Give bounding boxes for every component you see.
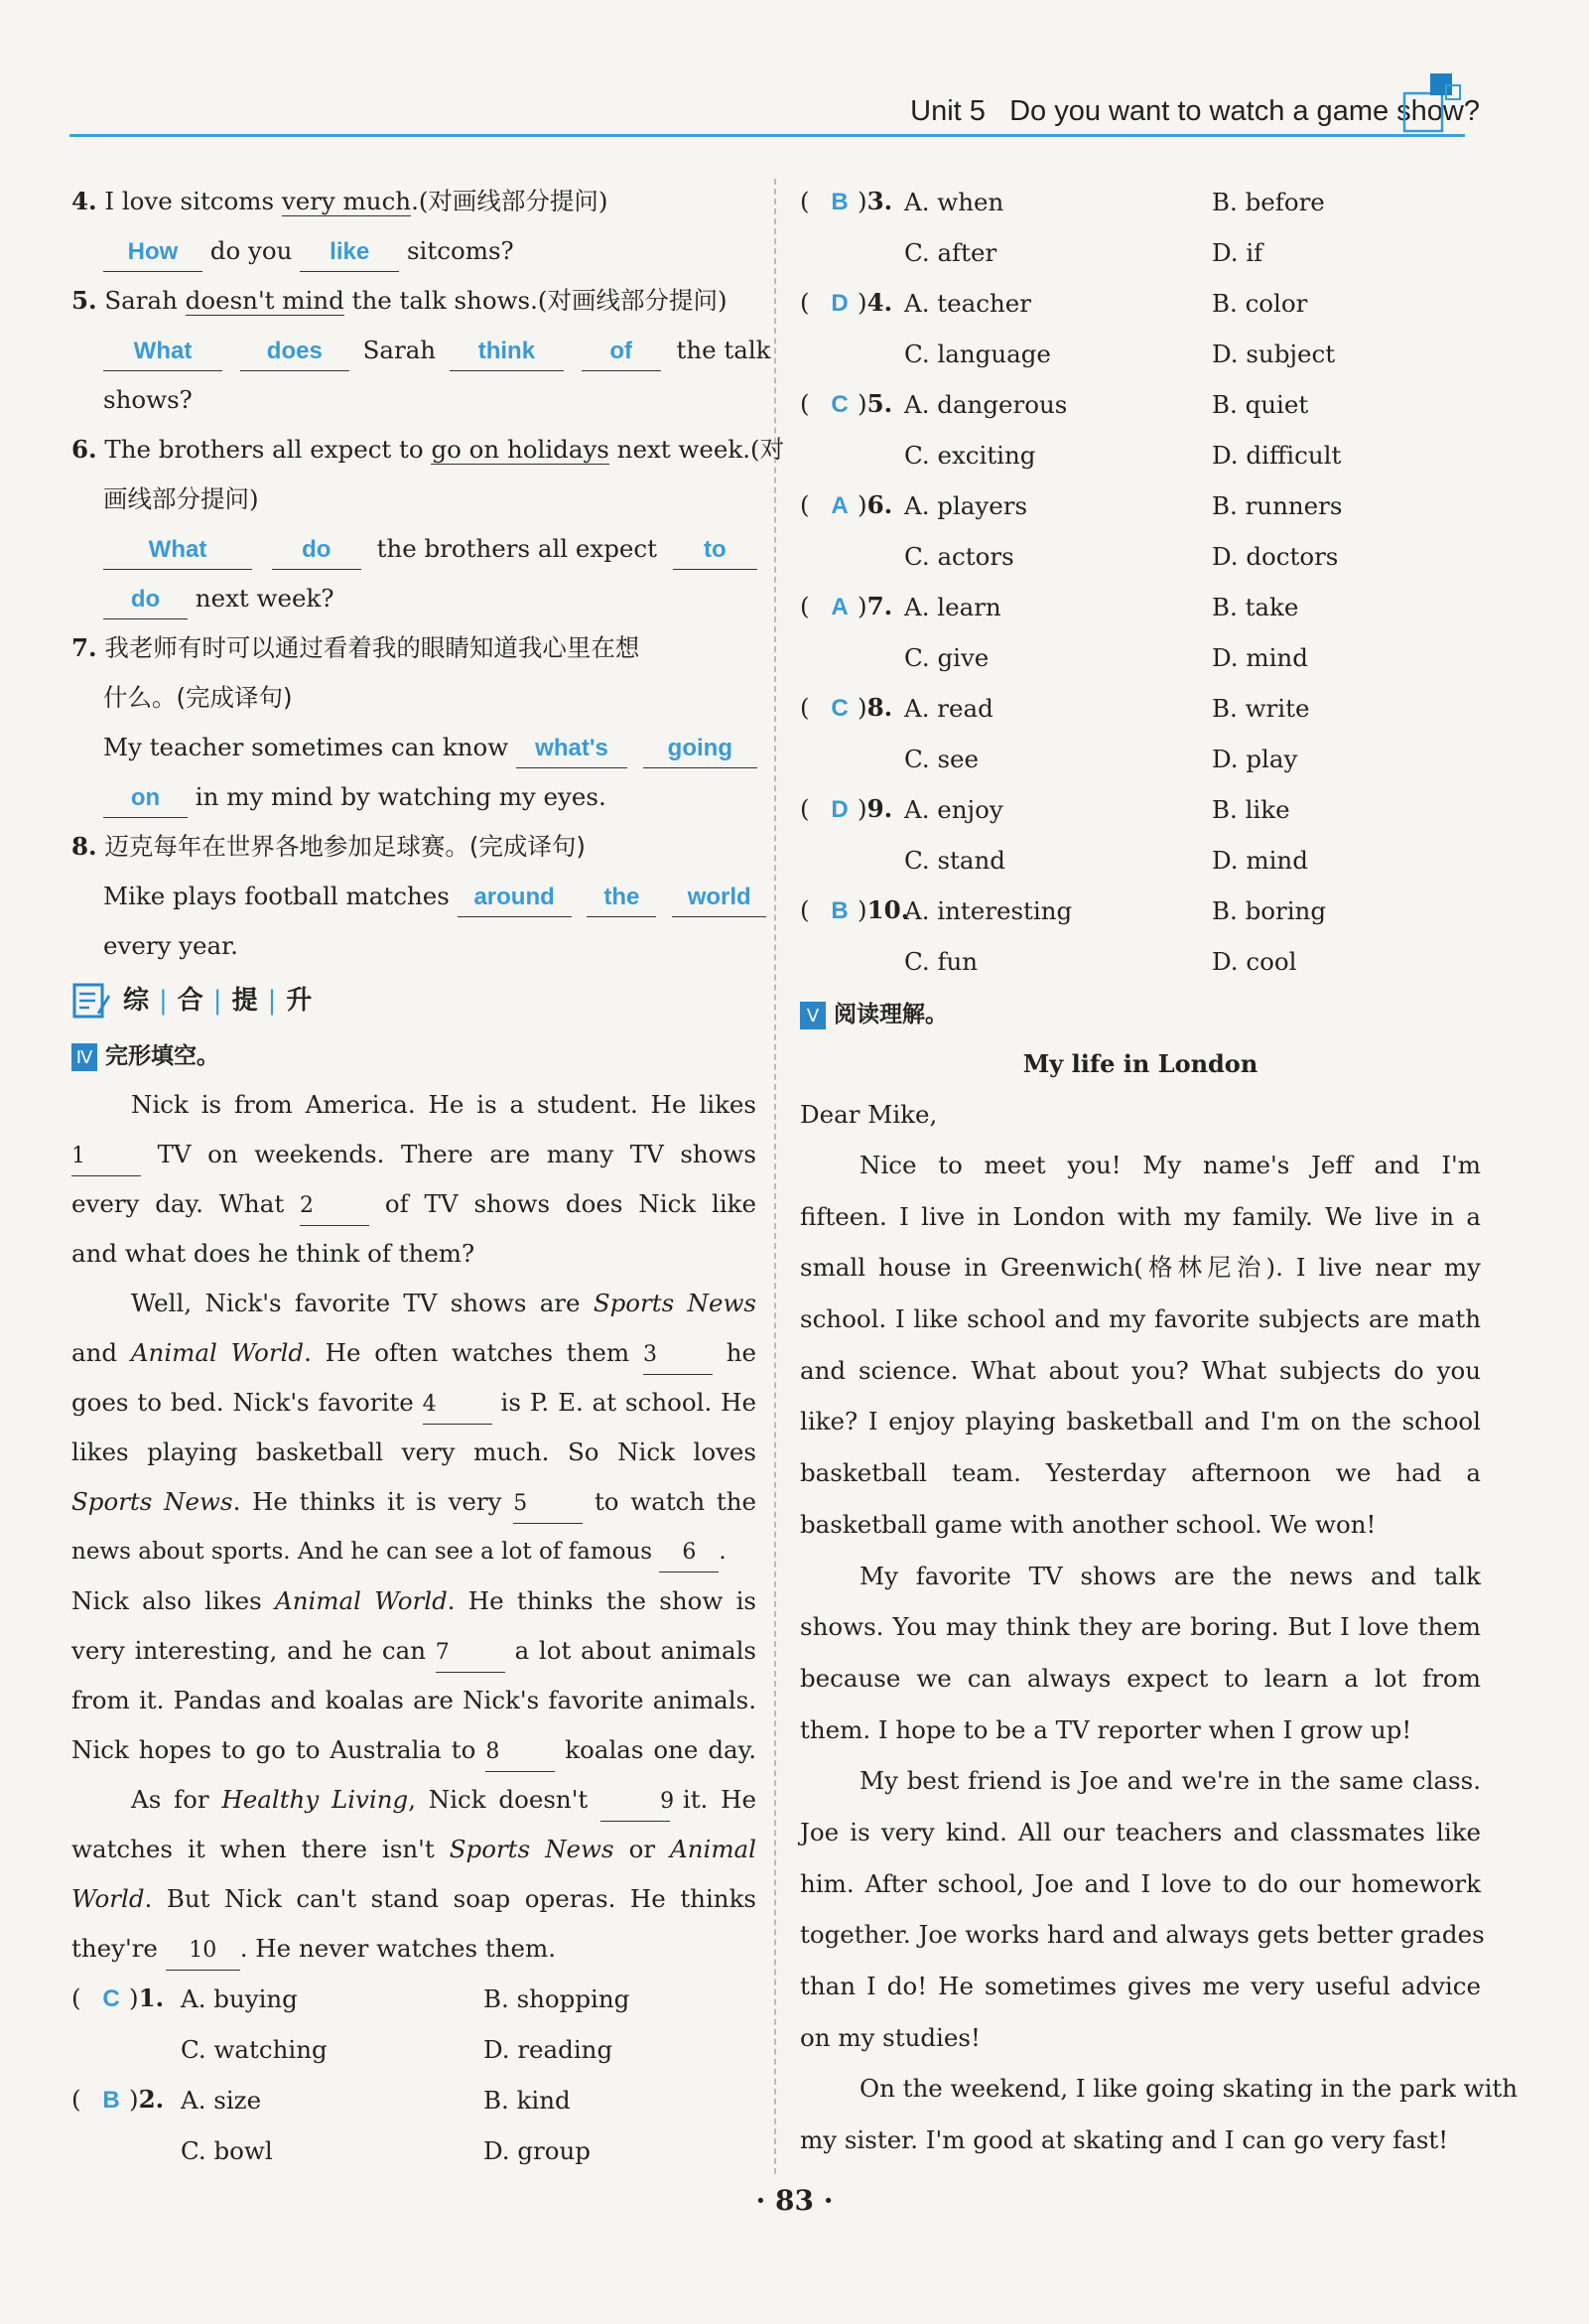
option-row: ( B )2. A. size B. kind	[71, 2075, 756, 2125]
q7-text: My teacher sometimes can know	[103, 733, 509, 761]
passage-line: Joe is very kind. All our teachers and classmates like	[800, 1817, 1481, 1846]
cloze-text: .	[719, 1539, 727, 1565]
unit-title: Do you want to watch a game show?	[1009, 95, 1480, 127]
q7-prompt	[71, 623, 756, 673]
q5-answer-2[interactable]: does	[240, 333, 349, 371]
passage-line: fifteen. I live in London with my family. We live in a	[800, 1201, 1481, 1231]
option-b[interactable]: B. quiet	[1212, 389, 1309, 419]
passage-line: My favorite TV shows are the news and talk	[860, 1561, 1481, 1590]
unit-label: Unit 5	[910, 95, 986, 127]
cloze-text: . He thinks the show is	[447, 1586, 756, 1615]
q4-text-mid: do you	[209, 236, 293, 265]
reading-header	[800, 989, 1481, 1038]
q7-number: 7.	[71, 633, 97, 662]
reading-title: 阅读理解。	[834, 1002, 948, 1027]
q4-text: I love sitcoms	[104, 187, 282, 215]
q4-instruction: .(对画线部分提问)	[411, 187, 608, 215]
q8-chinese: 迈克每年在世界各地参加足球赛。(完成译句)	[104, 832, 586, 861]
option-number: 7.	[866, 592, 893, 620]
right-column	[800, 177, 1519, 2166]
q6-prompt-2	[71, 475, 756, 524]
section-title-char: 提	[231, 986, 260, 1016]
cloze-text-italic: Sports News	[593, 1289, 756, 1317]
q7-answer-3[interactable]: on	[103, 779, 188, 818]
answer-letter[interactable]: B	[831, 897, 849, 924]
cloze-text: or	[613, 1835, 671, 1863]
option-c[interactable]: C. language	[904, 339, 1051, 368]
page-number: · 83 ·	[755, 2184, 834, 2217]
cloze-blank-5[interactable]: 5	[513, 1485, 583, 1524]
cloze-text: it. He	[682, 1785, 756, 1814]
option-d[interactable]: D. doctors	[1212, 541, 1339, 571]
section-title-char: 合	[177, 986, 205, 1016]
option-d[interactable]: D. group	[483, 2135, 591, 2165]
cloze-text-italic: Sports News	[449, 1835, 614, 1863]
q5-text: Sarah	[104, 286, 186, 315]
option-b[interactable]: B. shopping	[483, 1983, 630, 2013]
cloze-text: Nick hopes to go to Australia to	[71, 1735, 476, 1764]
q7-answer-1[interactable]: what's	[516, 730, 627, 768]
cloze-line	[71, 1080, 756, 1130]
passage-line: shows. You may think they are boring. But I love them	[800, 1612, 1481, 1642]
option-row: ( A )7. A. learn B. take	[800, 582, 1481, 632]
q8-text-end: every year.	[103, 931, 238, 960]
option-row	[71, 2125, 756, 2176]
option-row: ( D )4. A. teacher B. color	[800, 278, 1481, 329]
cloze-text: . But Nick can't stand soap operas. He thinks	[144, 1884, 756, 1913]
answer-letter[interactable]: C	[831, 391, 849, 418]
q7-answer-line	[71, 723, 756, 772]
cloze-line	[71, 1626, 756, 1676]
q5-prompt	[71, 276, 756, 326]
q8-prompt	[71, 822, 756, 872]
cloze-blank-7[interactable]: 7	[436, 1634, 505, 1673]
cloze-line	[71, 1477, 756, 1527]
option-c[interactable]: C. see	[904, 744, 980, 773]
passage-greeting: Dear Mike,	[800, 1100, 938, 1129]
answer-letter[interactable]: A	[831, 492, 849, 519]
cloze-text: and what does he think of them?	[71, 1239, 475, 1268]
option-a[interactable]: A. teacher	[904, 288, 1031, 318]
option-row	[71, 2024, 756, 2075]
cloze-text: Well, Nick's favorite TV shows are	[131, 1289, 594, 1317]
cloze-line	[71, 1130, 756, 1179]
q5-number: 5.	[71, 286, 97, 315]
q4-answer-1[interactable]: How	[103, 233, 202, 272]
cloze-text: , Nick doesn't	[408, 1785, 589, 1814]
cloze-blank-1[interactable]: 1	[71, 1138, 141, 1176]
cloze-title: 完形填空。	[105, 1043, 219, 1069]
option-d[interactable]: D. mind	[1212, 642, 1308, 672]
q5-answer-1[interactable]: What	[103, 333, 222, 371]
answer-letter[interactable]: B	[102, 2087, 120, 2114]
cloze-line	[71, 1328, 756, 1378]
q6-answer-3[interactable]: to	[673, 531, 757, 570]
notebook-pencil-icon	[71, 981, 111, 1021]
q6-instruction: next week.(对	[608, 435, 785, 464]
header-rule	[69, 134, 1465, 137]
option-c[interactable]: C. bowl	[181, 2135, 273, 2165]
q4-number: 4.	[71, 187, 97, 215]
q8-answer-line-2	[71, 921, 756, 971]
q8-answer-1[interactable]: around	[458, 879, 572, 917]
option-b[interactable]: B. color	[1212, 288, 1308, 318]
q6-answer-1[interactable]: What	[103, 531, 252, 570]
q6-text: The brothers all expect to	[104, 435, 432, 464]
option-d[interactable]: D. play	[1212, 744, 1298, 773]
passage-title: My life in London	[1022, 1049, 1258, 1078]
passage-line: on my studies!	[800, 2022, 981, 2052]
option-row: ( B )3. A. when B. before	[800, 177, 1481, 227]
q8-text: Mike plays football matches	[103, 882, 450, 910]
q6-prompt	[71, 425, 785, 475]
cloze-text: . He thinks it is very	[232, 1487, 502, 1516]
passage-body	[800, 1140, 1519, 2166]
q8-answer-line	[71, 872, 756, 921]
cloze-line	[71, 1279, 756, 1328]
q5-instruction: the talk shows.(对画线部分提问)	[343, 286, 728, 315]
option-d[interactable]: D. reading	[483, 2034, 613, 2064]
option-c[interactable]: C. watching	[181, 2034, 328, 2064]
q6-answer-line	[71, 524, 756, 574]
option-a[interactable]: A. buying	[181, 1983, 298, 2013]
q7-chinese-2: 什么。(完成译句)	[103, 683, 293, 712]
passage-line: them. I hope to be a TV reporter when I grow up!	[800, 1714, 1412, 1744]
option-a[interactable]: A. size	[181, 2085, 262, 2115]
q7-chinese: 我老师有时可以通过看着我的眼睛知道我心里在想	[104, 633, 640, 662]
cloze-text: likes playing basketball very much. So Nick loves	[71, 1437, 756, 1466]
cloze-text-italic: Animal	[670, 1835, 756, 1863]
option-number: 5.	[866, 389, 893, 418]
cloze-line	[71, 1725, 756, 1775]
q6-answer-line-2	[71, 574, 756, 623]
option-b[interactable]: B. write	[1212, 693, 1310, 723]
answer-letter[interactable]: D	[831, 290, 849, 317]
cloze-text: is P. E. at school. He	[500, 1388, 757, 1417]
q4-prompt	[71, 177, 756, 226]
option-row: ( C )8. A. read B. write	[800, 683, 1481, 734]
cloze-header	[71, 1030, 756, 1080]
cloze-text: every day. What	[71, 1189, 285, 1218]
passage-line: basketball game with another school. We won!	[800, 1509, 1377, 1539]
cloze-blank-8[interactable]: 8	[485, 1733, 555, 1772]
option-row	[800, 734, 1481, 784]
cloze-text: from it. Pandas and koalas are Nick's favorite animals.	[71, 1686, 756, 1714]
cloze-line	[71, 1775, 756, 1825]
q8-answer-3[interactable]: world	[672, 879, 766, 917]
passage-line: like? I enjoy playing basketball and I'm on the school	[800, 1407, 1481, 1436]
passage-line: Nice to meet you! My name's Jeff and I'm	[860, 1151, 1481, 1179]
option-c[interactable]: C. give	[904, 642, 990, 672]
option-number: 6.	[866, 490, 893, 519]
cloze-line	[71, 1428, 756, 1477]
answer-letter[interactable]: A	[831, 594, 849, 620]
cloze-text-italic: Animal World	[130, 1338, 305, 1367]
cloze-text: he	[726, 1338, 756, 1367]
option-c[interactable]: C. actors	[904, 541, 1014, 571]
q6-answer-4[interactable]: do	[103, 581, 188, 619]
cloze-text-italic: Animal World	[275, 1586, 448, 1615]
cloze-text-italic: Sports News	[71, 1487, 233, 1516]
cloze-text: to watch the	[594, 1487, 757, 1516]
option-row	[800, 835, 1481, 886]
option-a[interactable]: A. players	[904, 490, 1028, 520]
cloze-text: TV on weekends. There are many TV shows	[157, 1140, 756, 1168]
passage-line: basketball team. Yesterday afternoon we had a	[800, 1458, 1481, 1488]
option-c[interactable]: C. exciting	[904, 440, 1036, 470]
option-row: ( D )9. A. enjoy B. like	[800, 784, 1481, 835]
cloze-blank-3[interactable]: 3	[643, 1336, 713, 1375]
option-d[interactable]: D. mind	[1212, 845, 1308, 875]
option-d[interactable]: D. if	[1212, 237, 1263, 267]
cloze-text: a lot about animals	[514, 1636, 756, 1665]
cloze-text: As for	[131, 1785, 222, 1814]
cloze-text-italic: World	[71, 1884, 145, 1913]
option-b[interactable]: B. boring	[1212, 895, 1327, 925]
q8-number: 8.	[71, 832, 97, 861]
answer-letter[interactable]: B	[831, 189, 849, 215]
cloze-line	[71, 1874, 756, 1924]
option-a[interactable]: A. learn	[904, 592, 1001, 621]
q5-answer-4[interactable]: of	[582, 333, 661, 371]
option-b[interactable]: B. runners	[1212, 490, 1343, 520]
option-number: 1.	[138, 1983, 165, 2012]
q5-answer-line-2	[71, 375, 756, 425]
option-a[interactable]: A. dangerous	[904, 389, 1068, 419]
cloze-text: watches it when there isn't	[71, 1835, 450, 1863]
section-badge: Ⅳ	[71, 1043, 97, 1071]
cloze-line	[71, 1576, 756, 1626]
cloze-text: . He often watches them	[304, 1338, 630, 1367]
cloze-blank-9[interactable]: 9	[600, 1783, 670, 1822]
q6-number: 6.	[71, 435, 97, 464]
q6-answer-2[interactable]: do	[272, 531, 361, 570]
passage-line: my sister. I'm good at skating and I can go very fast!	[800, 2125, 1449, 2155]
cloze-line	[71, 1676, 756, 1725]
option-b[interactable]: B. like	[1212, 794, 1290, 824]
q5-answer-3[interactable]: think	[450, 333, 564, 371]
q4-answer-line	[71, 226, 756, 276]
option-a[interactable]: A. read	[904, 693, 993, 723]
q6-instruction-2: 画线部分提问)	[103, 484, 259, 513]
left-column	[71, 177, 785, 2176]
answer-letter[interactable]: C	[831, 695, 849, 722]
q6-text-mid: the brothers all expect	[376, 534, 657, 563]
q5-answer-line	[71, 326, 771, 375]
q6-text-end: next week?	[195, 584, 334, 613]
column-divider	[774, 179, 776, 2174]
q6-underlined: go on holidays	[431, 435, 609, 464]
cloze-line	[71, 1179, 756, 1229]
cloze-text: and	[71, 1338, 131, 1367]
passage-line: On the weekend, I like going skating in the park with	[860, 2074, 1519, 2104]
q4-answer-2[interactable]: like	[300, 233, 399, 272]
option-b[interactable]: B. before	[1212, 187, 1325, 216]
option-row	[800, 430, 1481, 480]
cloze-blank-10[interactable]: 10	[166, 1932, 240, 1971]
option-d[interactable]: D. subject	[1212, 339, 1336, 368]
passage-line: school. I like school and my favorite subjects are math	[800, 1304, 1481, 1334]
cloze-text: news about sports. And he can see a lot of famous	[71, 1539, 653, 1565]
option-b[interactable]: B. take	[1212, 592, 1299, 621]
q7-answer-line-2	[71, 772, 756, 822]
option-b[interactable]: B. kind	[483, 2085, 571, 2115]
option-row	[800, 227, 1481, 278]
cloze-blank-6[interactable]: 6	[659, 1534, 719, 1572]
passage-line: him. After school, Joe and I love to do our homework	[800, 1868, 1481, 1898]
option-d[interactable]: D. difficult	[1212, 440, 1342, 470]
cloze-text: of TV shows does Nick like	[384, 1189, 756, 1218]
option-a[interactable]: A. interesting	[904, 895, 1073, 925]
section-title-char: 综	[123, 986, 152, 1016]
cloze-line	[71, 1825, 756, 1874]
option-row	[800, 531, 1481, 582]
answer-letter[interactable]: D	[831, 796, 849, 823]
passage-line: than I do! He sometimes gives me very useful advice	[800, 1972, 1481, 2000]
cloze-text-italic: Healthy Living	[221, 1785, 409, 1814]
passage-line: My best friend is Joe and we're in the same class.	[860, 1766, 1481, 1796]
q4-underlined: very much	[281, 187, 412, 215]
cloze-options-list	[800, 177, 1481, 987]
option-a[interactable]: A. enjoy	[904, 794, 1003, 824]
option-number: 10.	[866, 895, 910, 924]
cloze-line	[71, 1229, 756, 1279]
option-c[interactable]: C. after	[904, 237, 997, 267]
section-badge: Ⅴ	[800, 1002, 826, 1029]
option-row: ( C )1. A. buying B. shopping	[71, 1974, 756, 2024]
cloze-blank-2[interactable]: 2	[300, 1187, 369, 1226]
cloze-text: . He never watches them.	[239, 1934, 556, 1963]
cloze-text: koalas one day.	[565, 1735, 757, 1764]
option-row	[800, 329, 1481, 379]
q4-text-end: sitcoms?	[406, 236, 514, 265]
cloze-blank-4[interactable]: 4	[423, 1386, 492, 1425]
answer-letter[interactable]: C	[102, 1985, 120, 2012]
option-row	[800, 632, 1481, 683]
q5-text-mid: Sarah	[362, 336, 437, 364]
option-row: ( A )6. A. players B. runners	[800, 480, 1481, 531]
section-title: 综 | 合 | 提 | 升	[123, 986, 315, 1016]
option-number: 4.	[866, 288, 893, 317]
passage-line: and science. What about you? What subjects do you	[800, 1355, 1481, 1385]
passage-line: because we can always expect to learn a lot from	[800, 1663, 1481, 1693]
option-number: 3.	[866, 187, 893, 215]
passage-line: together. Joe works hard and always gets better grades	[800, 1920, 1485, 1950]
option-c[interactable]: C. fun	[904, 946, 979, 976]
cloze-text: Nick also likes	[71, 1586, 275, 1615]
option-a[interactable]: A. when	[904, 187, 1004, 216]
cloze-line	[71, 1924, 756, 1974]
cloze-text: very interesting, and he can	[71, 1636, 427, 1665]
q7-answer-2[interactable]: going	[643, 730, 757, 768]
option-row: ( B )10. A. interesting B. boring	[800, 886, 1481, 936]
q7-text-end: in my mind by watching my eyes.	[195, 782, 606, 811]
passage-line: small house in Greenwich(格林尼治). I live near my	[800, 1253, 1481, 1283]
option-c[interactable]: C. stand	[904, 845, 1005, 875]
option-d[interactable]: D. cool	[1212, 946, 1297, 976]
cloze-text: Nick is from America. He is a student. He likes	[131, 1090, 756, 1119]
section-header	[71, 971, 756, 1030]
q8-answer-2[interactable]: the	[587, 879, 656, 917]
option-number: 9.	[866, 794, 893, 823]
cloze-line	[71, 1378, 756, 1428]
option-number: 8.	[866, 693, 893, 722]
section-title-char: 升	[286, 986, 315, 1016]
cloze-line	[71, 1527, 756, 1576]
q5-text-end: the talk	[676, 336, 771, 364]
cloze-text: they're	[71, 1934, 158, 1963]
unit-header	[910, 95, 1480, 128]
option-number: 2.	[138, 2085, 165, 2114]
q5-text-end-2: shows?	[103, 385, 193, 414]
q5-underlined: doesn't mind	[185, 286, 344, 315]
option-row: ( C )5. A. dangerous B. quiet	[800, 379, 1481, 430]
header-logo-icon	[1402, 71, 1462, 133]
cloze-text: goes to bed. Nick's favorite	[71, 1388, 414, 1417]
option-row	[800, 936, 1481, 987]
q7-prompt-2	[71, 673, 756, 723]
